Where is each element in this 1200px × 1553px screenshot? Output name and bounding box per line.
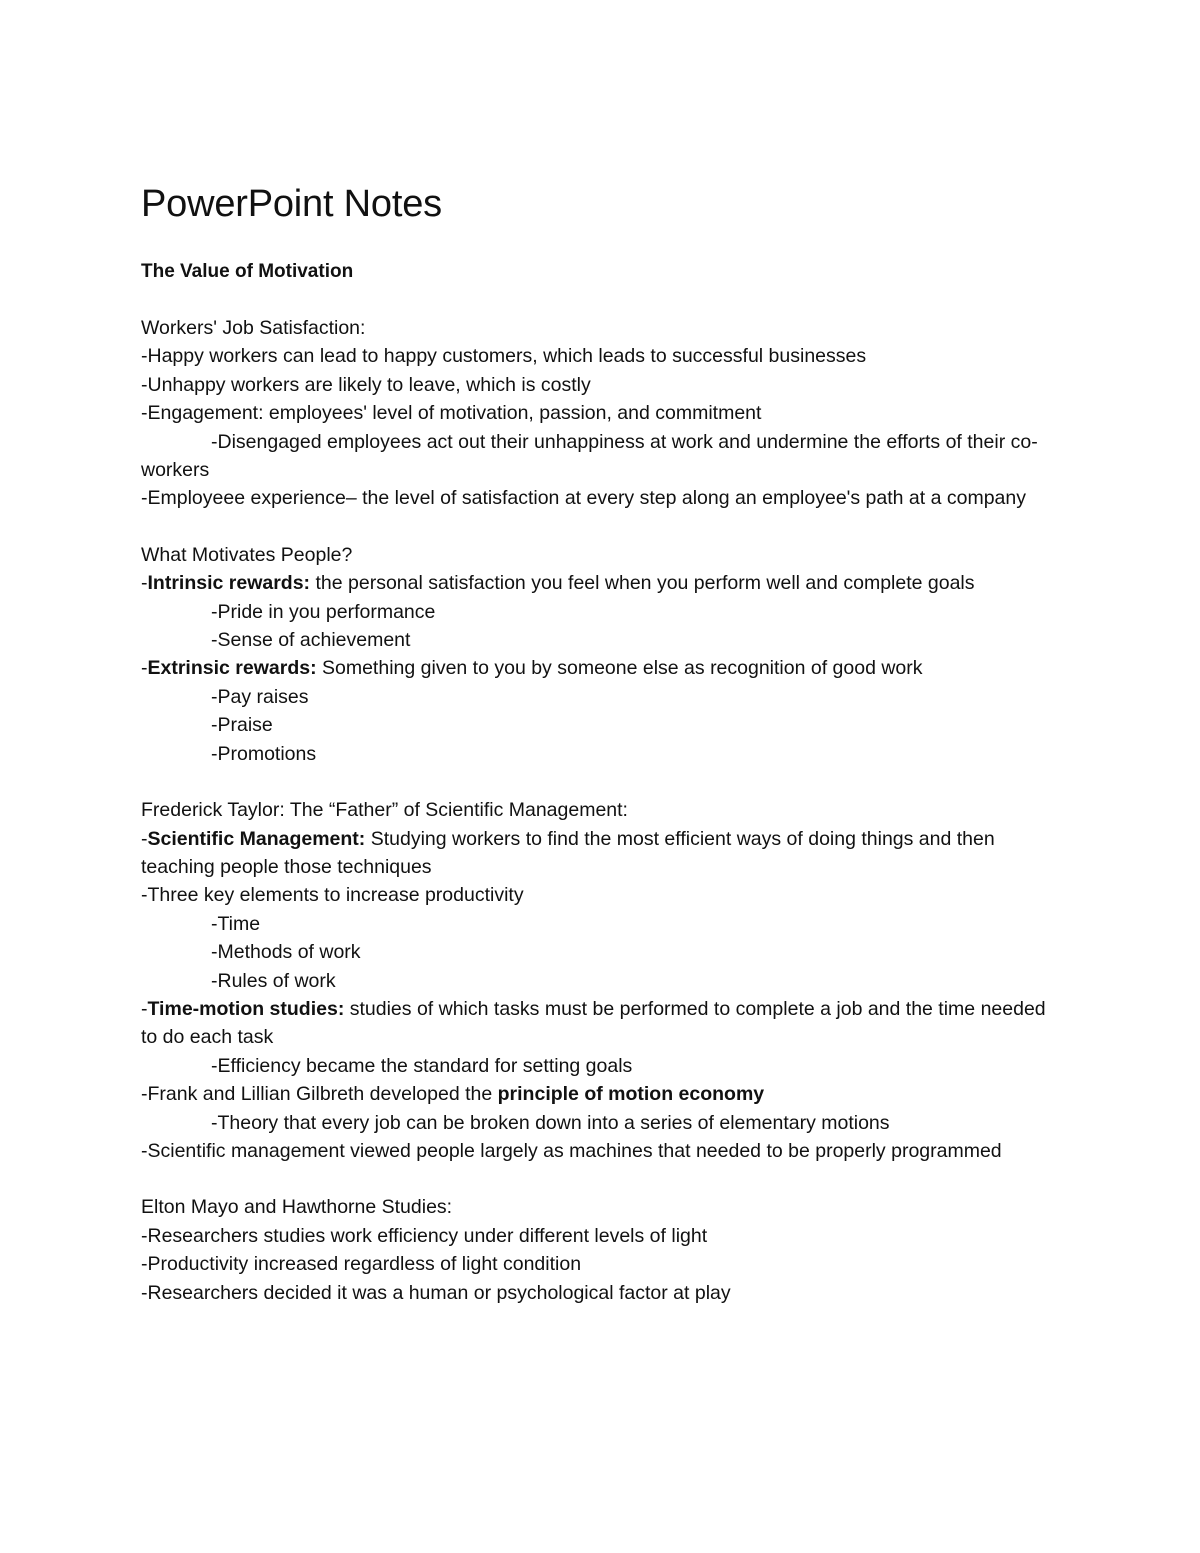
bullet-light-levels: -Researchers studies work efficiency under different levels of light [141,1224,708,1247]
tm-definition: studies of which tasks must be performed to complete a job and the time needed to do each task [141,997,1046,1049]
intrinsic-definition: the personal satisfaction you feel when you perform well and complete goals [310,572,975,595]
mayo-heading: Elton Mayo and Hawthorne Studies: [141,1196,453,1219]
motivates-heading: What Motivates People? [141,543,353,566]
intrinsic-prefix: - [141,572,148,595]
bullet-machines: -Scientific management viewed people largely as machines that needed to be properly programmed [141,1139,1002,1162]
intrinsic-sub-pride: -Pride in you performance [211,600,436,623]
bullet-intrinsic [141,569,1051,597]
taylor-section [141,796,1051,1165]
bullet-happy-workers: -Happy workers can lead to happy customers, which leads to successful businesses [141,345,867,368]
intrinsic-term: Intrinsic rewards: [147,572,311,595]
gilbreth-sub-theory: -Theory that every job can be broken down into a series of elementary motions [211,1111,890,1134]
bullet-gilbreth [141,1080,1051,1108]
bullet-extrinsic [141,654,1051,682]
gilbreth-term: principle of motion economy [497,1083,765,1106]
tm-prefix: - [141,997,148,1020]
job-satisfaction-heading: Workers' Job Satisfaction: [141,317,366,339]
bullet-unhappy-workers: -Unhappy workers are likely to leave, which is costly [141,373,591,396]
tm-term: Time-motion studies: [147,997,345,1020]
job-satisfaction-section [141,314,1051,513]
intrinsic-sub-achievement: -Sense of achievement [211,629,411,652]
motivates-section [141,541,1051,768]
sm-term: Scientific Management: [147,827,366,850]
key-rules: -Rules of work [211,969,336,992]
extrinsic-definition: Something given to you by someone else as recognition of good work [316,657,923,680]
bullet-human-factor: -Researchers decided it was a human or psychological factor at play [141,1281,731,1304]
taylor-heading: Frederick Taylor: The “Father” of Scientific Management: [141,799,628,822]
bullet-time-motion [141,995,1051,1052]
section-heading: The Value of Motivation [141,261,354,282]
document-title: PowerPoint Notes [141,183,442,225]
extrinsic-sub-pay: -Pay raises [211,685,309,708]
bullet-productivity: -Productivity increased regardless of light condition [141,1253,582,1276]
sm-prefix: - [141,827,148,850]
tm-sub-efficiency: -Efficiency became the standard for setting goals [211,1054,633,1077]
disengaged-text: -Disengaged employees act out their unhappiness at work and undermine the efforts of their co-workers [141,430,1038,482]
extrinsic-prefix: - [141,657,148,680]
gilbreth-text: -Frank and Lillian Gilbreth developed the [141,1083,498,1106]
sm-definition: Studying workers to find the most efficient ways of doing things and then teaching people those techniques [141,827,995,878]
key-time: -Time [211,912,261,935]
mayo-section [141,1193,1051,1307]
extrinsic-term: Extrinsic rewards: [147,657,317,680]
bullet-employee-experience: -Employeee experience– the level of satisfaction at every step along an employee's path at a company [141,487,1026,510]
extrinsic-sub-praise: -Praise [211,714,273,737]
bullet-three-key: -Three key elements to increase productivity [141,884,524,907]
bullet-disengaged [141,428,1051,485]
bullet-scientific-management [141,825,1051,882]
document-page [141,180,1051,1335]
bullet-engagement: -Engagement: employees' level of motivation, passion, and commitment [141,402,762,425]
key-methods: -Methods of work [211,941,361,964]
extrinsic-sub-promotions: -Promotions [211,742,317,765]
